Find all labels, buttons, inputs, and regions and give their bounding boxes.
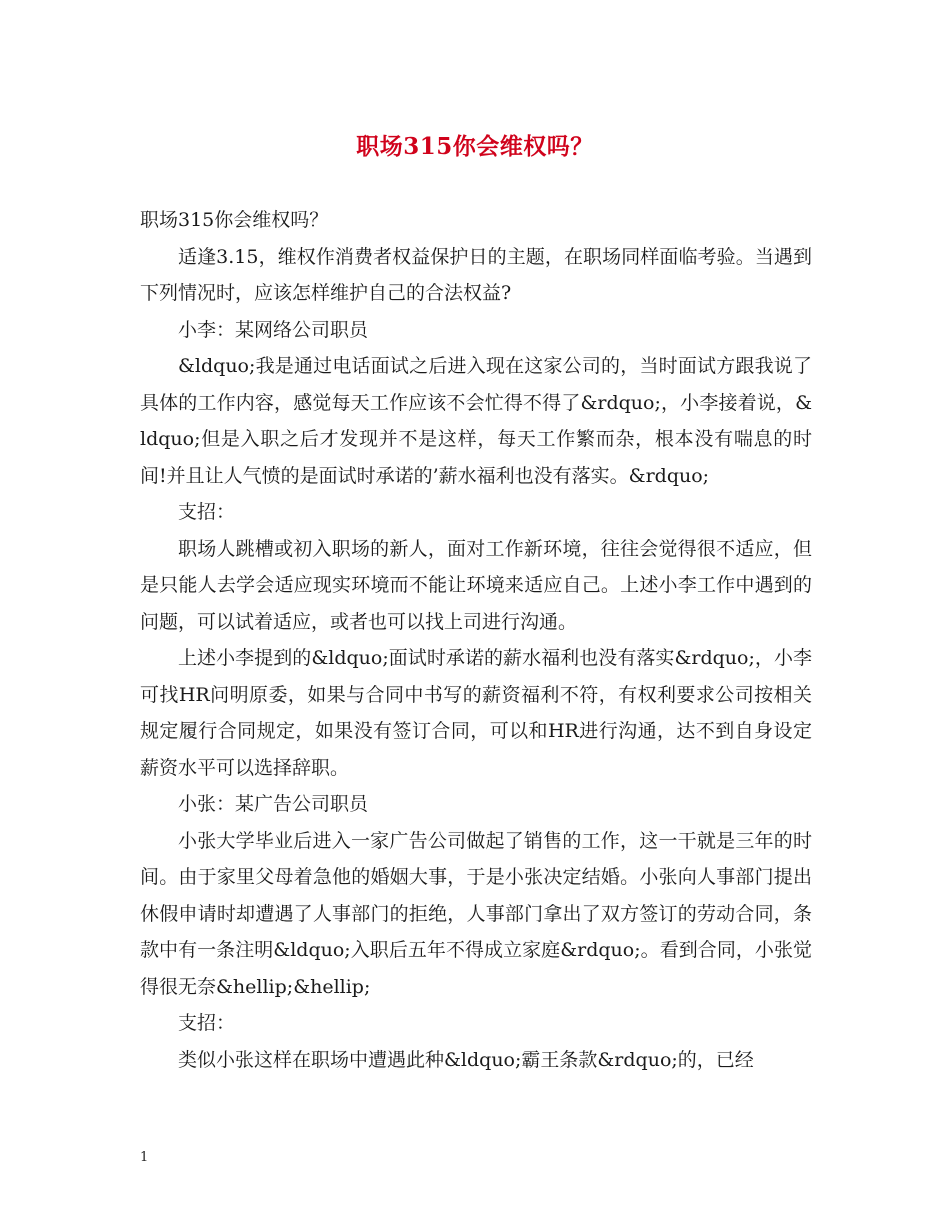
document-title: 职场315你会维权吗？ bbox=[356, 133, 594, 160]
paragraph-case-zhang-label: 小张：某广告公司职员 bbox=[178, 793, 369, 815]
paragraph-intro: 适逢3.15，维权作消费者权益保护日的主题，在职场同样面临考验。当遇到下列情况时，应该怎样维护自己的合法权益? bbox=[140, 245, 812, 304]
paragraph-tip-label-1: 支招： bbox=[178, 501, 236, 523]
paragraph-tip-2: 类似小张这样在职场中遭遇此种&ldquo;霸王条款&rdquo;的，已经 bbox=[178, 1048, 754, 1071]
paragraph-case-li-label: 小李：某网络公司职员 bbox=[178, 318, 369, 341]
paragraph-heading: 职场315你会维权吗？ bbox=[140, 209, 329, 231]
paragraph-case-li-quote: &ldquo;我是通过电话面试之后进入现在这家公司的，当时面试方跟我说了具体的工作内容，感觉每天工作应该不会忙得不得了&rdquo;，小李接着说，&ldquo;但是入职之后才发现并不是这样，每天工作繁而杂，根本没有喘息的时间!并且让人气愤的是面试时承诺的’薪水福利也没有落实。&rdquo; bbox=[140, 355, 812, 487]
page-number: 1 bbox=[140, 1150, 149, 1165]
document-body bbox=[140, 202, 812, 1078]
paragraph-tip-1a: 职场人跳槽或初入职场的新人，面对工作新环境，往往会觉得很不适应，但是只能人去学会适应现实环境而不能让环境来适应自己。上述小李工作中遇到的问题，可以试着适应，或者也可以找上司进行沟通。 bbox=[140, 537, 812, 633]
paragraph-tip-1b: 上述小李提到的&ldquo;面试时承诺的薪水福利也没有落实&rdquo;，小李可找HR问明原委，如果与合同中书写的薪资福利不符，有权利要求公司按相关规定履行合同规定，如果没有签订合同，可以和HR进行沟通，达不到自身设定薪资水平可以选择辞职。 bbox=[140, 647, 812, 779]
paragraph-case-zhang-story: 小张大学毕业后进入一家广告公司做起了销售的工作，这一干就是三年的时间。由于家里父母着急他的婚姻大事，于是小张决定结婚。小张向人事部门提出休假申请时却遭遇了人事部门的拒绝，人事部门拿出了双方签订的劳动合同，条款中有一条注明&ldquo;入职后五年不得成立家庭&rdquo;。看到合同，小张觉得很无奈&hellip;&hellip; bbox=[140, 829, 812, 998]
paragraph-tip-label-2: 支招： bbox=[178, 1012, 236, 1034]
